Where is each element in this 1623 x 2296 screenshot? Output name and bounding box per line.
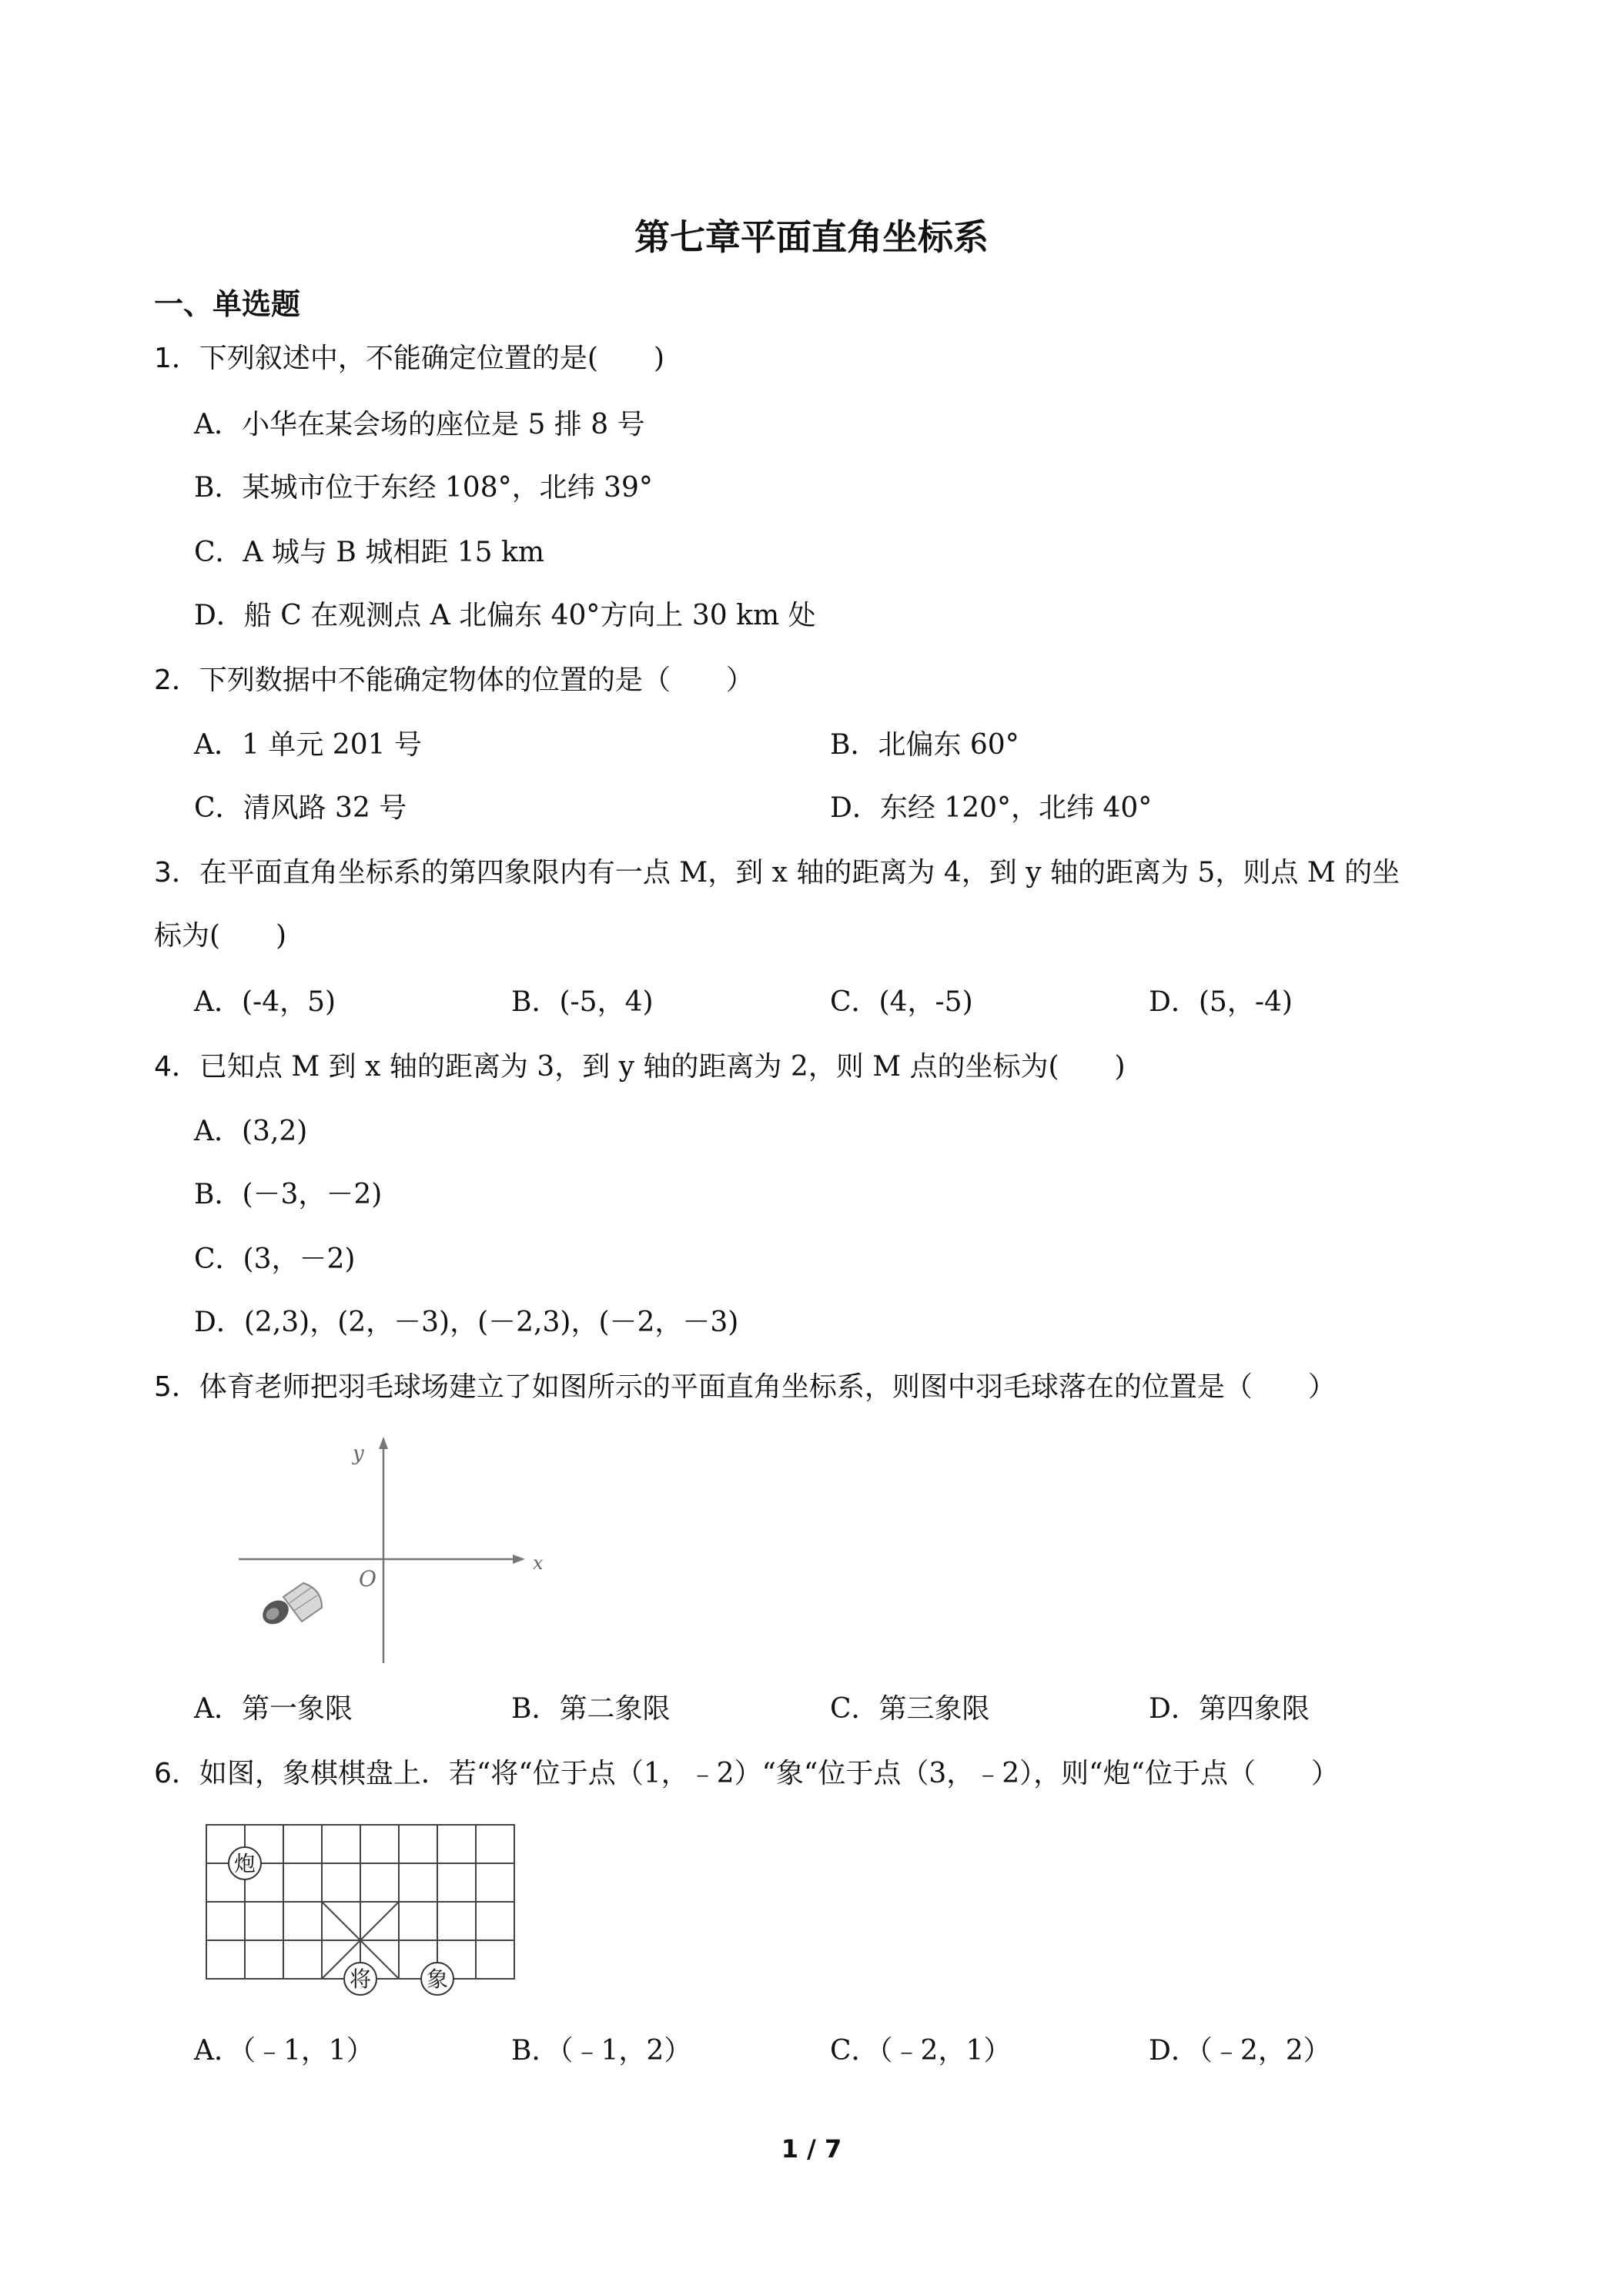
piece-jiang-label: 将 [349,1966,372,1992]
q1-option-a: A．小华在某会场的座位是 5 排 8 号 [194,409,645,440]
origin-label: O [359,1566,376,1591]
q5-option-a: A．第一象限 [194,1693,353,1725]
q2-option-b: B．北偏东 60° [830,729,1019,761]
question-4 [154,1049,1126,1086]
page-title: 第七章平面直角坐标系 [634,216,989,258]
piece-pao-label: 炮 [233,1851,256,1876]
question-stem: 下列数据中不能确定物体的位置的是（ ） [199,664,754,696]
section-heading: 一、单选题 [154,287,301,321]
question-number: 4． [154,1051,199,1083]
piece-jiang [344,1963,376,1995]
question-stem-line2: 标为( ) [154,920,287,952]
q5-option-d: D．第四象限 [1149,1693,1310,1725]
question-stem: 下列叙述中，不能确定位置的是( ) [199,343,664,374]
x-axis-arrow [513,1555,525,1564]
question-stem: 如图，象棋棋盘上．若“将“位于点（1，﹣2）“象“位于点（3，﹣2），则“炮“位于点（ ） [199,1758,1339,1789]
q6-option-a: A．（﹣1，1） [194,2035,374,2067]
question-6 [154,1755,1339,1792]
question-number: 6． [154,1758,199,1789]
question-1 [154,340,664,377]
question-5 [154,1369,1336,1406]
q1-option-b: B．某城市位于东经 108°，北纬 39° [194,472,653,504]
question-number: 1． [154,343,199,374]
q3-option-b: B．(-5，4) [511,986,654,1018]
shuttlecock-icon [258,1583,322,1629]
q2-option-c: C．清风路 32 号 [194,792,407,824]
badminton-coordinate-figure [231,1432,570,1671]
question-stem: 体育老师把羽毛球场建立了如图所示的平面直角坐标系，则图中羽毛球落在的位置是（ ） [199,1371,1336,1403]
piece-xiang [421,1963,453,1995]
q3-option-c: C．(4，-5) [830,986,973,1018]
q6-option-d: D．（﹣2，2） [1149,2035,1331,2067]
question-number: 5． [154,1371,199,1403]
question-stem-line1: 在平面直角坐标系的第四象限内有一点 M，到 x 轴的距离为 4，到 y 轴的距离为 5，则点 M 的坐 [199,857,1400,889]
q4-option-a: A．(3,2) [194,1116,308,1147]
q6-option-c: C．（﹣2，1） [830,2035,1012,2067]
y-axis-arrow [379,1437,388,1449]
q1-option-c: C．A 城与 B 城相距 15 km [194,537,544,568]
board-grid [206,1825,514,1979]
q2-option-d: D．东经 120°，北纬 40° [830,792,1153,824]
piece-xiang-label: 象 [426,1966,449,1992]
q3-option-a: A．(-4，5) [194,986,336,1018]
q4-option-c: C．(3，－2) [194,1243,356,1275]
q4-option-d: D．(2,3)，(2，－3)，(－2,3)，(－2，－3) [194,1307,739,1338]
question-number: 2． [154,664,199,696]
question-2 [154,662,754,699]
q4-option-b: B．(－3，－2) [194,1179,383,1210]
q6-option-b: B．（﹣1，2） [511,2035,692,2067]
q5-option-c: C．第三象限 [830,1693,990,1725]
piece-pao [229,1847,261,1879]
q2-option-a: A．1 单元 201 号 [194,729,422,761]
chess-board-figure [192,1819,524,2003]
y-axis-label: y [353,1442,364,1465]
x-axis-label: x [533,1552,544,1574]
q1-option-d: D．船 C 在观测点 A 北偏东 40°方向上 30 km 处 [194,600,816,631]
page-number: 1 / 7 [781,2134,842,2164]
question-3 [154,855,1400,892]
q5-option-b: B．第二象限 [511,1693,671,1725]
question-number: 3． [154,857,199,889]
q3-option-d: D．(5，-4) [1149,986,1293,1018]
question-stem: 已知点 M 到 x 轴的距离为 3，到 y 轴的距离为 2，则 M 点的坐标为( ) [199,1051,1126,1083]
